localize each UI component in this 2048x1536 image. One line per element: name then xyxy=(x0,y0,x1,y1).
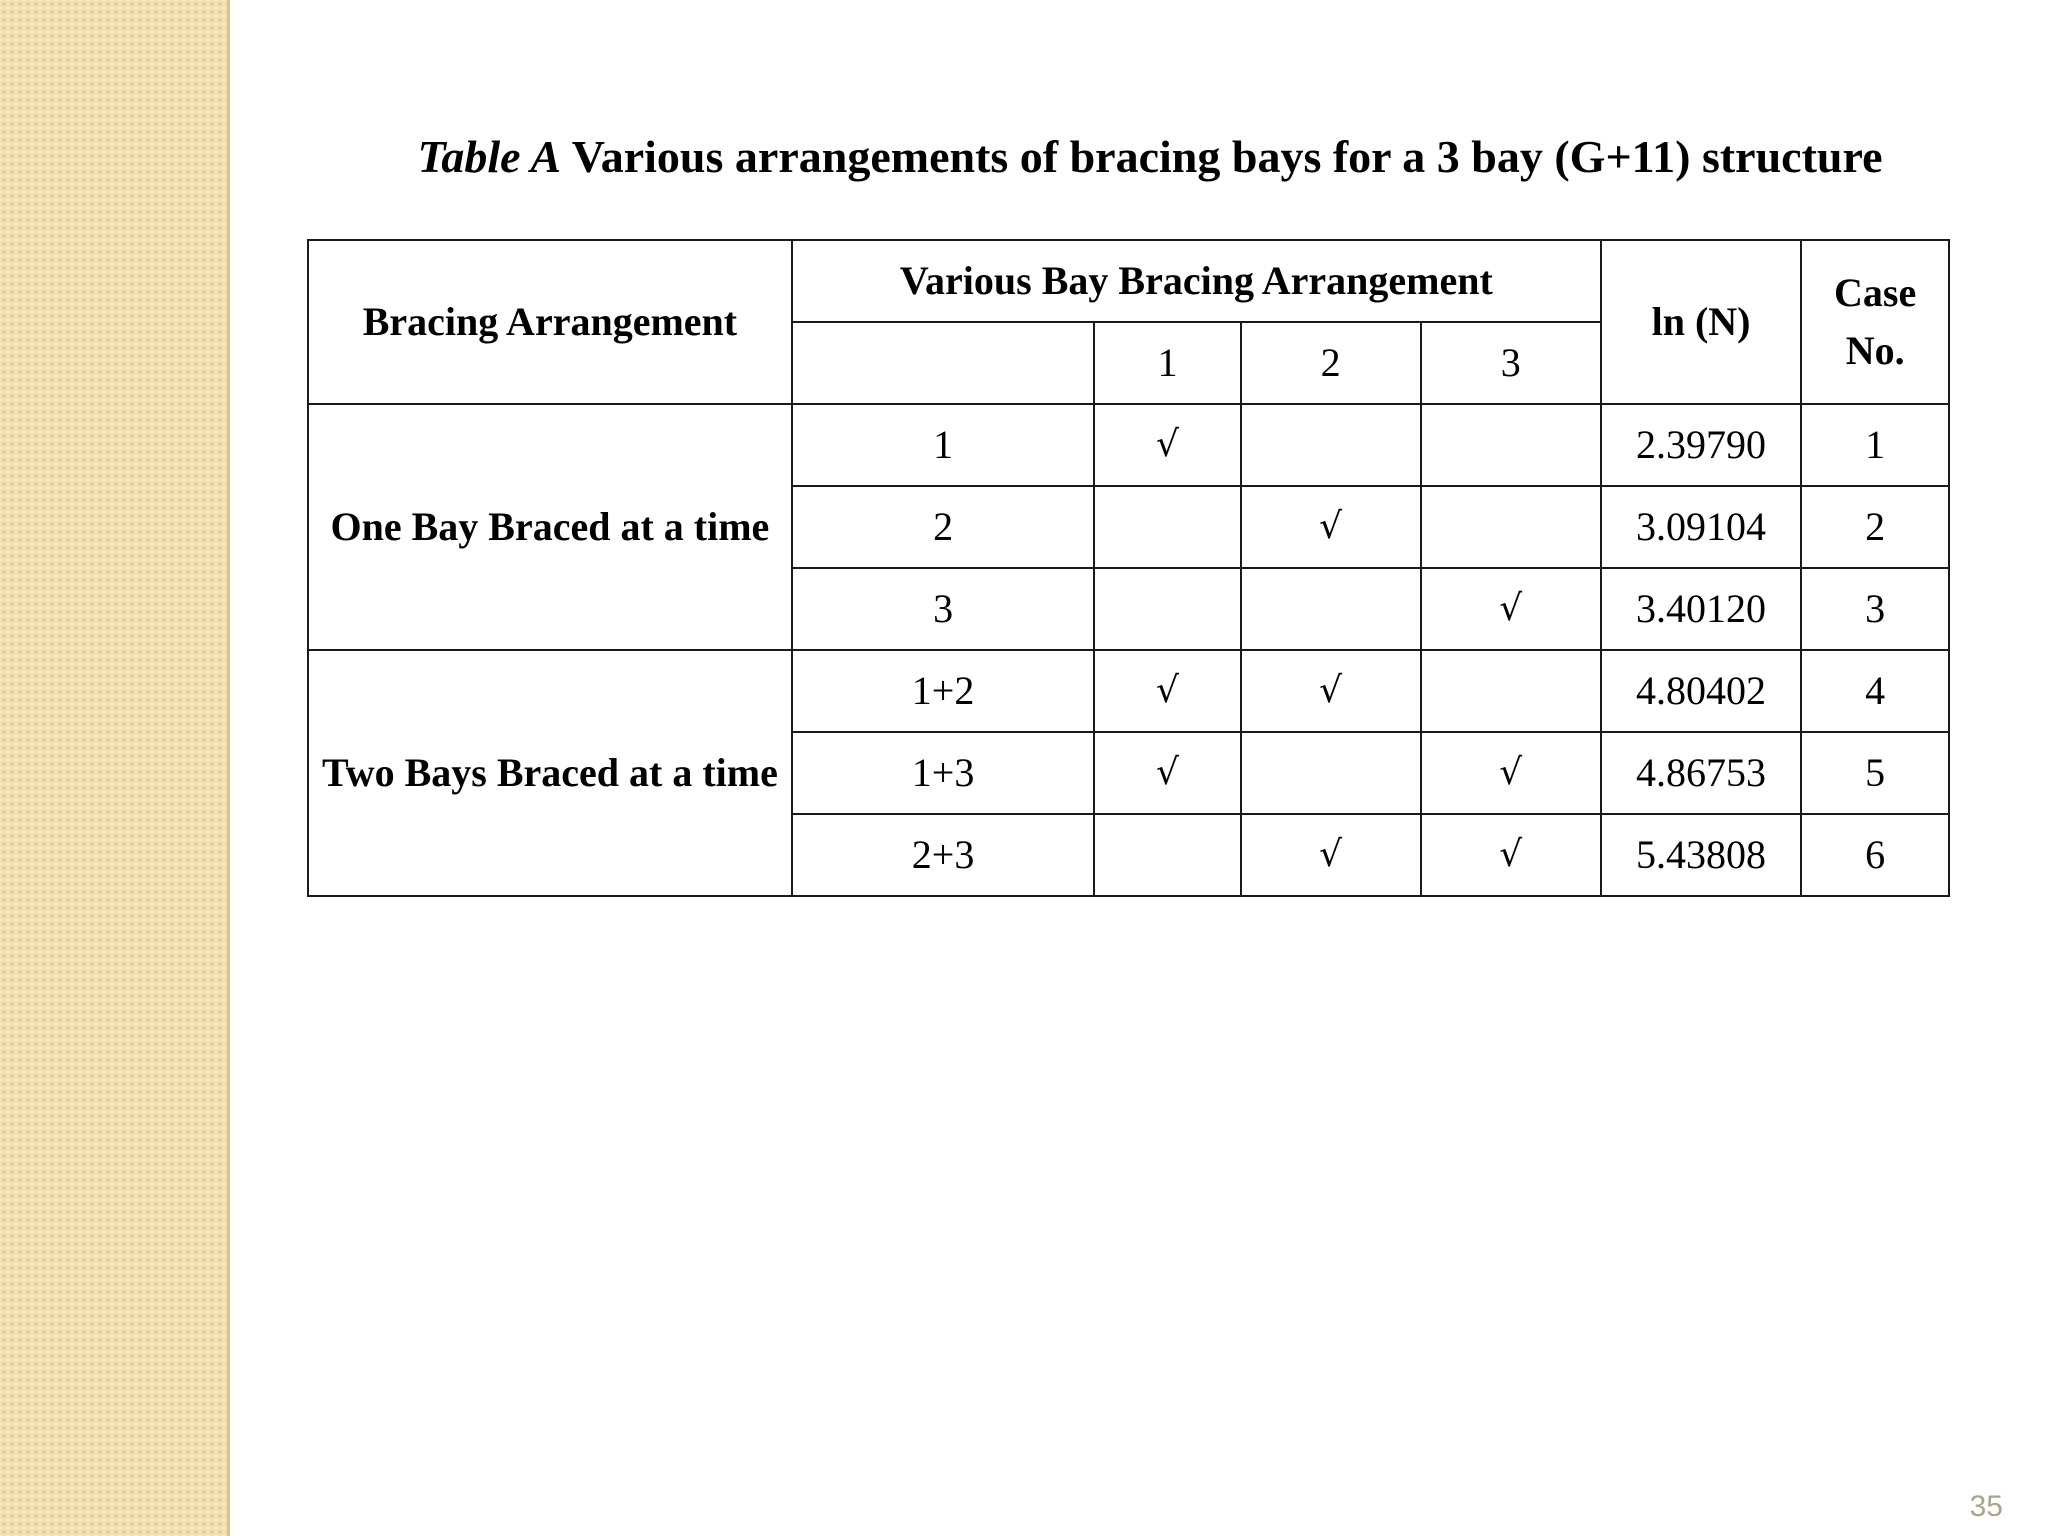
bay-1-check xyxy=(1094,486,1240,568)
bay-3-check xyxy=(1421,404,1601,486)
bay-2-check xyxy=(1241,732,1421,814)
bay-1-check xyxy=(1094,814,1240,896)
combo-cell: 3 xyxy=(792,568,1095,650)
combo-cell: 1+3 xyxy=(792,732,1095,814)
bay-1-check xyxy=(1094,568,1240,650)
bay-2-check xyxy=(1241,404,1421,486)
header-various-bay: Various Bay Bracing Arrangement xyxy=(792,240,1601,322)
bay-3-check xyxy=(1421,486,1601,568)
header-bay-2: 2 xyxy=(1241,322,1421,404)
bay-3-check xyxy=(1421,650,1601,732)
case-number: 3 xyxy=(1801,568,1949,650)
bay-2-check: √ xyxy=(1241,486,1421,568)
bay-1-check: √ xyxy=(1094,732,1240,814)
ln-n-value: 3.40120 xyxy=(1601,568,1801,650)
page-number: 35 xyxy=(1969,1490,2003,1523)
bay-1-check: √ xyxy=(1094,404,1240,486)
bay-3-check: √ xyxy=(1421,732,1601,814)
slide-title xyxy=(300,130,2000,183)
table-row xyxy=(308,650,1949,732)
bay-2-check: √ xyxy=(1241,814,1421,896)
header-blank-cell xyxy=(792,322,1095,404)
bay-2-check: √ xyxy=(1241,650,1421,732)
combo-cell: 2+3 xyxy=(792,814,1095,896)
bay-3-check: √ xyxy=(1421,568,1601,650)
decorative-side-strip xyxy=(0,0,230,1536)
combo-cell: 1+2 xyxy=(792,650,1095,732)
case-number: 5 xyxy=(1801,732,1949,814)
case-number: 1 xyxy=(1801,404,1949,486)
case-number: 2 xyxy=(1801,486,1949,568)
ln-n-value: 5.43808 xyxy=(1601,814,1801,896)
bay-2-check xyxy=(1241,568,1421,650)
header-bay-3: 3 xyxy=(1421,322,1601,404)
header-bay-1: 1 xyxy=(1094,322,1240,404)
case-number: 6 xyxy=(1801,814,1949,896)
header-row-1 xyxy=(308,240,1949,322)
bracing-table xyxy=(307,239,1950,897)
ln-n-value: 3.09104 xyxy=(1601,486,1801,568)
table-label: Table A xyxy=(417,131,562,182)
header-ln-n: ln (N) xyxy=(1601,240,1801,404)
case-number: 4 xyxy=(1801,650,1949,732)
header-bracing-arrangement: Bracing Arrangement xyxy=(308,240,792,404)
ln-n-value: 4.80402 xyxy=(1601,650,1801,732)
table-row xyxy=(308,404,1949,486)
title-text: Various arrangements of bracing bays for a 3 bay (G+11) structure xyxy=(561,131,1883,182)
bay-3-check: √ xyxy=(1421,814,1601,896)
combo-cell: 1 xyxy=(792,404,1095,486)
combo-cell: 2 xyxy=(792,486,1095,568)
group-label: One Bay Braced at a time xyxy=(308,404,792,650)
bay-1-check: √ xyxy=(1094,650,1240,732)
header-case-no: Case No. xyxy=(1801,240,1949,404)
ln-n-value: 2.39790 xyxy=(1601,404,1801,486)
ln-n-value: 4.86753 xyxy=(1601,732,1801,814)
group-label: Two Bays Braced at a time xyxy=(308,650,792,896)
